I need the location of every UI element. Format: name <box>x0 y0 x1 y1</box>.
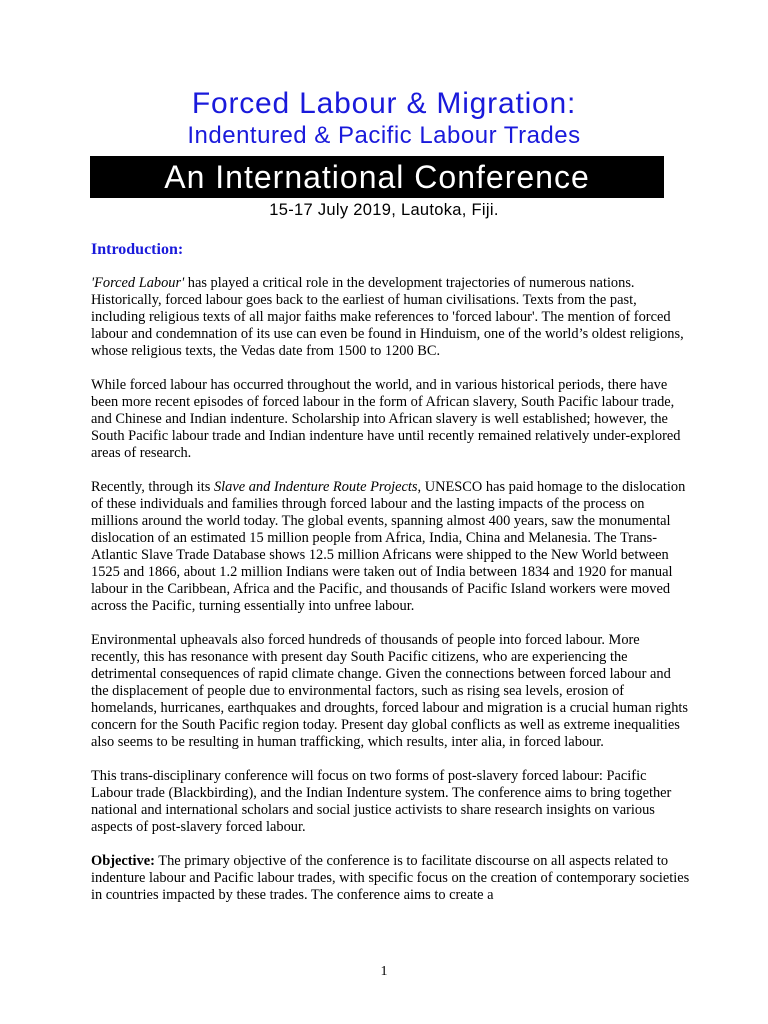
title-subtitle: Indentured & Pacific Labour Trades <box>187 122 581 149</box>
conference-dateline: 15-17 July 2019, Lautoka, Fiji. <box>269 201 499 219</box>
paragraph-2: While forced labour has occurred throughout the world, and in various historical periods, there have been more recent episodes of forced labour in the form of African slavery, South Pacific labour trade, and Chinese and Indian indenture. Scholarship into African slavery is well established; however, the South Pacific labour trade and Indian indenture have until recently remained relatively under-explored areas of research. <box>91 377 681 461</box>
introduction-heading: Introduction: <box>91 241 184 258</box>
paragraph-1-rest: has played a critical role in the development trajectories of numerous nations. Historically, forced labour goes back to the earliest of human civilisations. Texts from the past, including religious texts of all major faiths make references to 'forced labour'. The mention of forced labour and condemnation of its use can even be found in Hinduism, one of the world’s oldest religions, whose religious texts, the Vedas date from 1500 to 1200 BC. <box>91 275 684 359</box>
objective-label: Objective: <box>91 853 155 869</box>
paragraph-3-start: Recently, through its <box>91 479 214 495</box>
paragraph-3 <box>91 479 691 615</box>
title-main: Forced Labour & Migration: <box>191 87 577 120</box>
paragraph-3-italic: Slave and Indenture Route Projects <box>213 479 418 495</box>
body-text <box>91 275 691 921</box>
paragraph-4: Environmental upheavals also forced hundreds of thousands of people into forced labour. More recently, this has resonance with present day South Pacific citizens, who are experiencing the detrimental consequences of rapid climate change. Given the connections between forced labour and the displacement of people due to environmental factors, such as rising sea levels, erosion of homelands, hurricanes, earthquakes and droughts, forced labour and migration is a crucial human rights concern for the South Pacific region today. Present day global conflicts as well as extreme inequalities also seems to be resulting in human trafficking, which results, inter alia, in forced labour. <box>91 632 689 750</box>
conference-banner: An International Conference <box>90 156 664 198</box>
paragraph-3-rest: , UNESCO has paid homage to the dislocation of these individuals and families through forced labour and the lasting impacts of the process on millions around the world today. The global events, spanning almost 400 years, saw the monumental dislocation of an estimated 15 million people from Africa, India, China and Melanesia. The Trans-Atlantic Slave Trade Database shows 12.5 million Africans were shipped to the New World between 1525 and 1866, about 1.2 million Indians were taken out of India between 1834 and 1920 for manual labour in the Caribbean, Africa and the Pacific, and thousands of Pacific Island workers were moved across the Pacific, turning essentially into unfree labour. <box>91 479 686 614</box>
objective-paragraph <box>91 853 691 904</box>
paragraph-5: This trans-disciplinary conference will focus on two forms of post-slavery forced labour: Pacific Labour trade (Blackbirding), and the Indian Indenture system. The conference aims to bring together national and international scholars and social justice activists to share research insights on various aspects of post-slavery forced labour. <box>91 768 672 835</box>
page-number: 1 <box>380 964 388 979</box>
paragraph-1 <box>91 275 691 360</box>
objective-text: The primary objective of the conference is to facilitate discourse on all aspects related to indenture labour and Pacific labour trades, with specific focus on the creation of contemporary societies in countries impacted by these trades. The conference aims to create a <box>91 853 690 903</box>
paragraph-1-lead: 'Forced Labour' <box>91 275 185 291</box>
